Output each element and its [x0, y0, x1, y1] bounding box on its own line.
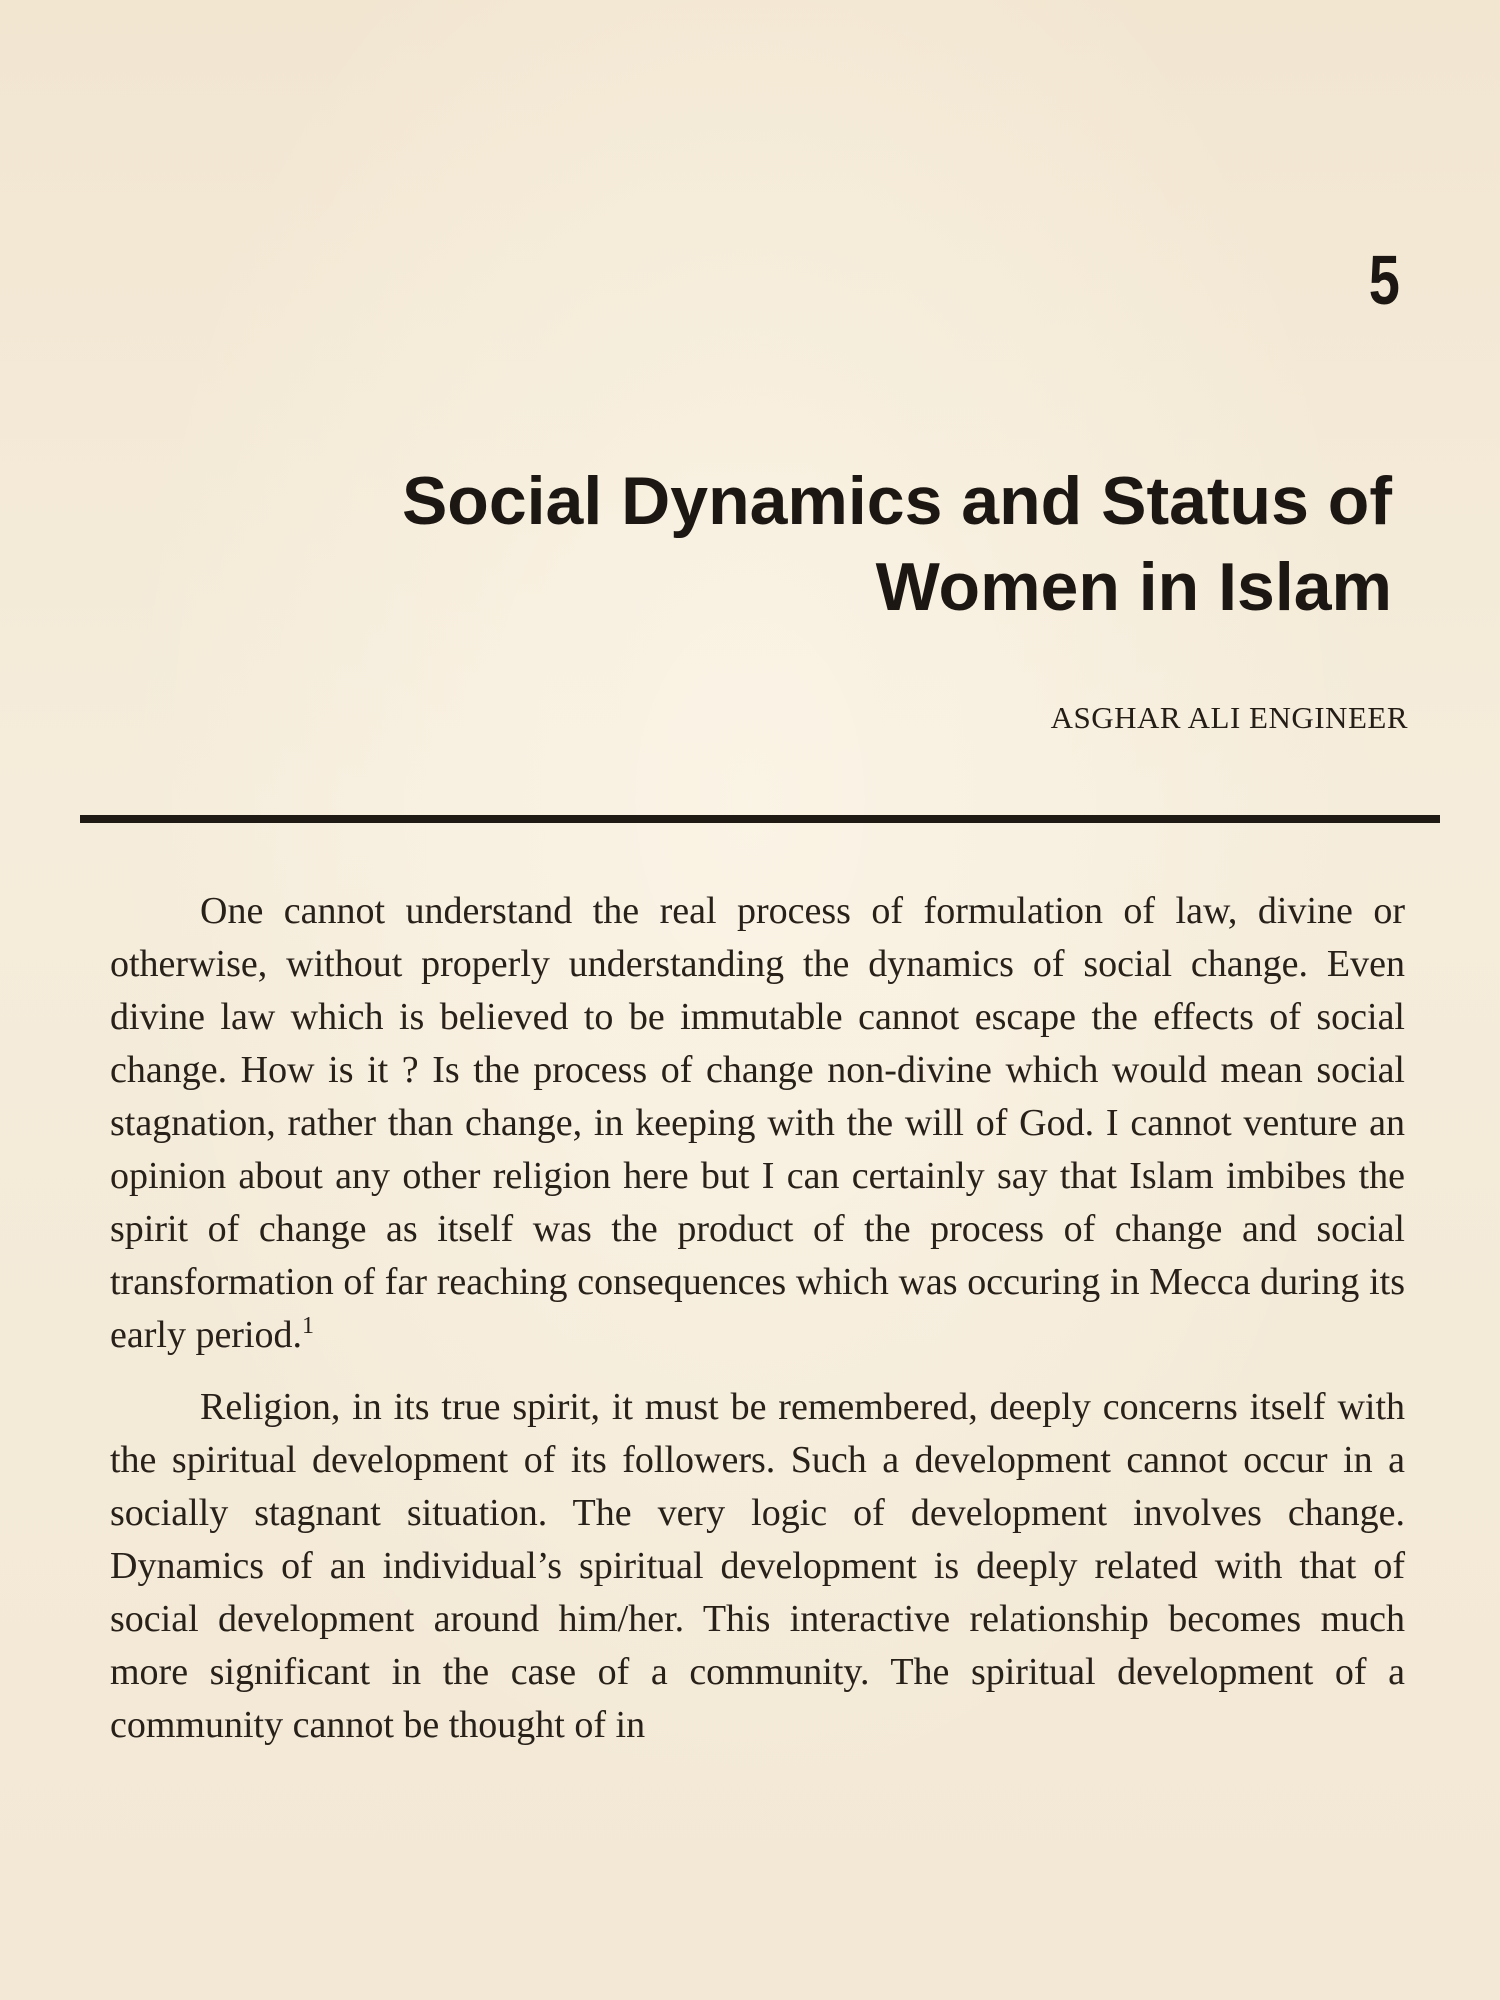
paragraph-2 [110, 1381, 1405, 1752]
chapter-title-line-2: Women in Islam [875, 549, 1392, 625]
author-name: ASGHAR ALI ENGINEER [1050, 700, 1408, 735]
chapter-title-line-1: Social Dynamics and Status of [401, 463, 1392, 539]
title-divider-rule [80, 815, 1440, 823]
body-text [110, 885, 1405, 1752]
footnote-marker[interactable]: 1 [302, 1313, 315, 1339]
chapter-title [292, 458, 1392, 630]
paragraph-2-text: Religion, in its true spirit, it must be remembered, deeply concerns itself with the spiritual development of its followers. Such a development cannot occur in a socially stagnant situation. The very logic of development involves change. Dynamics of an individual’s spiritual development is deeply related with that of social development around him/her. This interactive relationship becomes much more significant in the case of a community. The spiritual development of a community cannot be thought of in [110, 1386, 1405, 1746]
chapter-number: 5 [1368, 241, 1400, 319]
paragraph-1-text: One cannot understand the real process of formulation of law, divine or otherwise, without properly understanding the dynamics of social change. Even divine law which is believed to be immutable cannot escape the effects of social change. How is it ? Is the process of change non-divine which would mean social stagnation, rather than change, in keeping with the will of God. I cannot venture an opinion about any other religion here but I can certainly say that Islam imbibes the spirit of change as itself was the product of the process of change and social transformation of far reaching consequences which was occuring in Mecca during its early period. [110, 890, 1405, 1356]
paragraph-1 [110, 885, 1405, 1362]
